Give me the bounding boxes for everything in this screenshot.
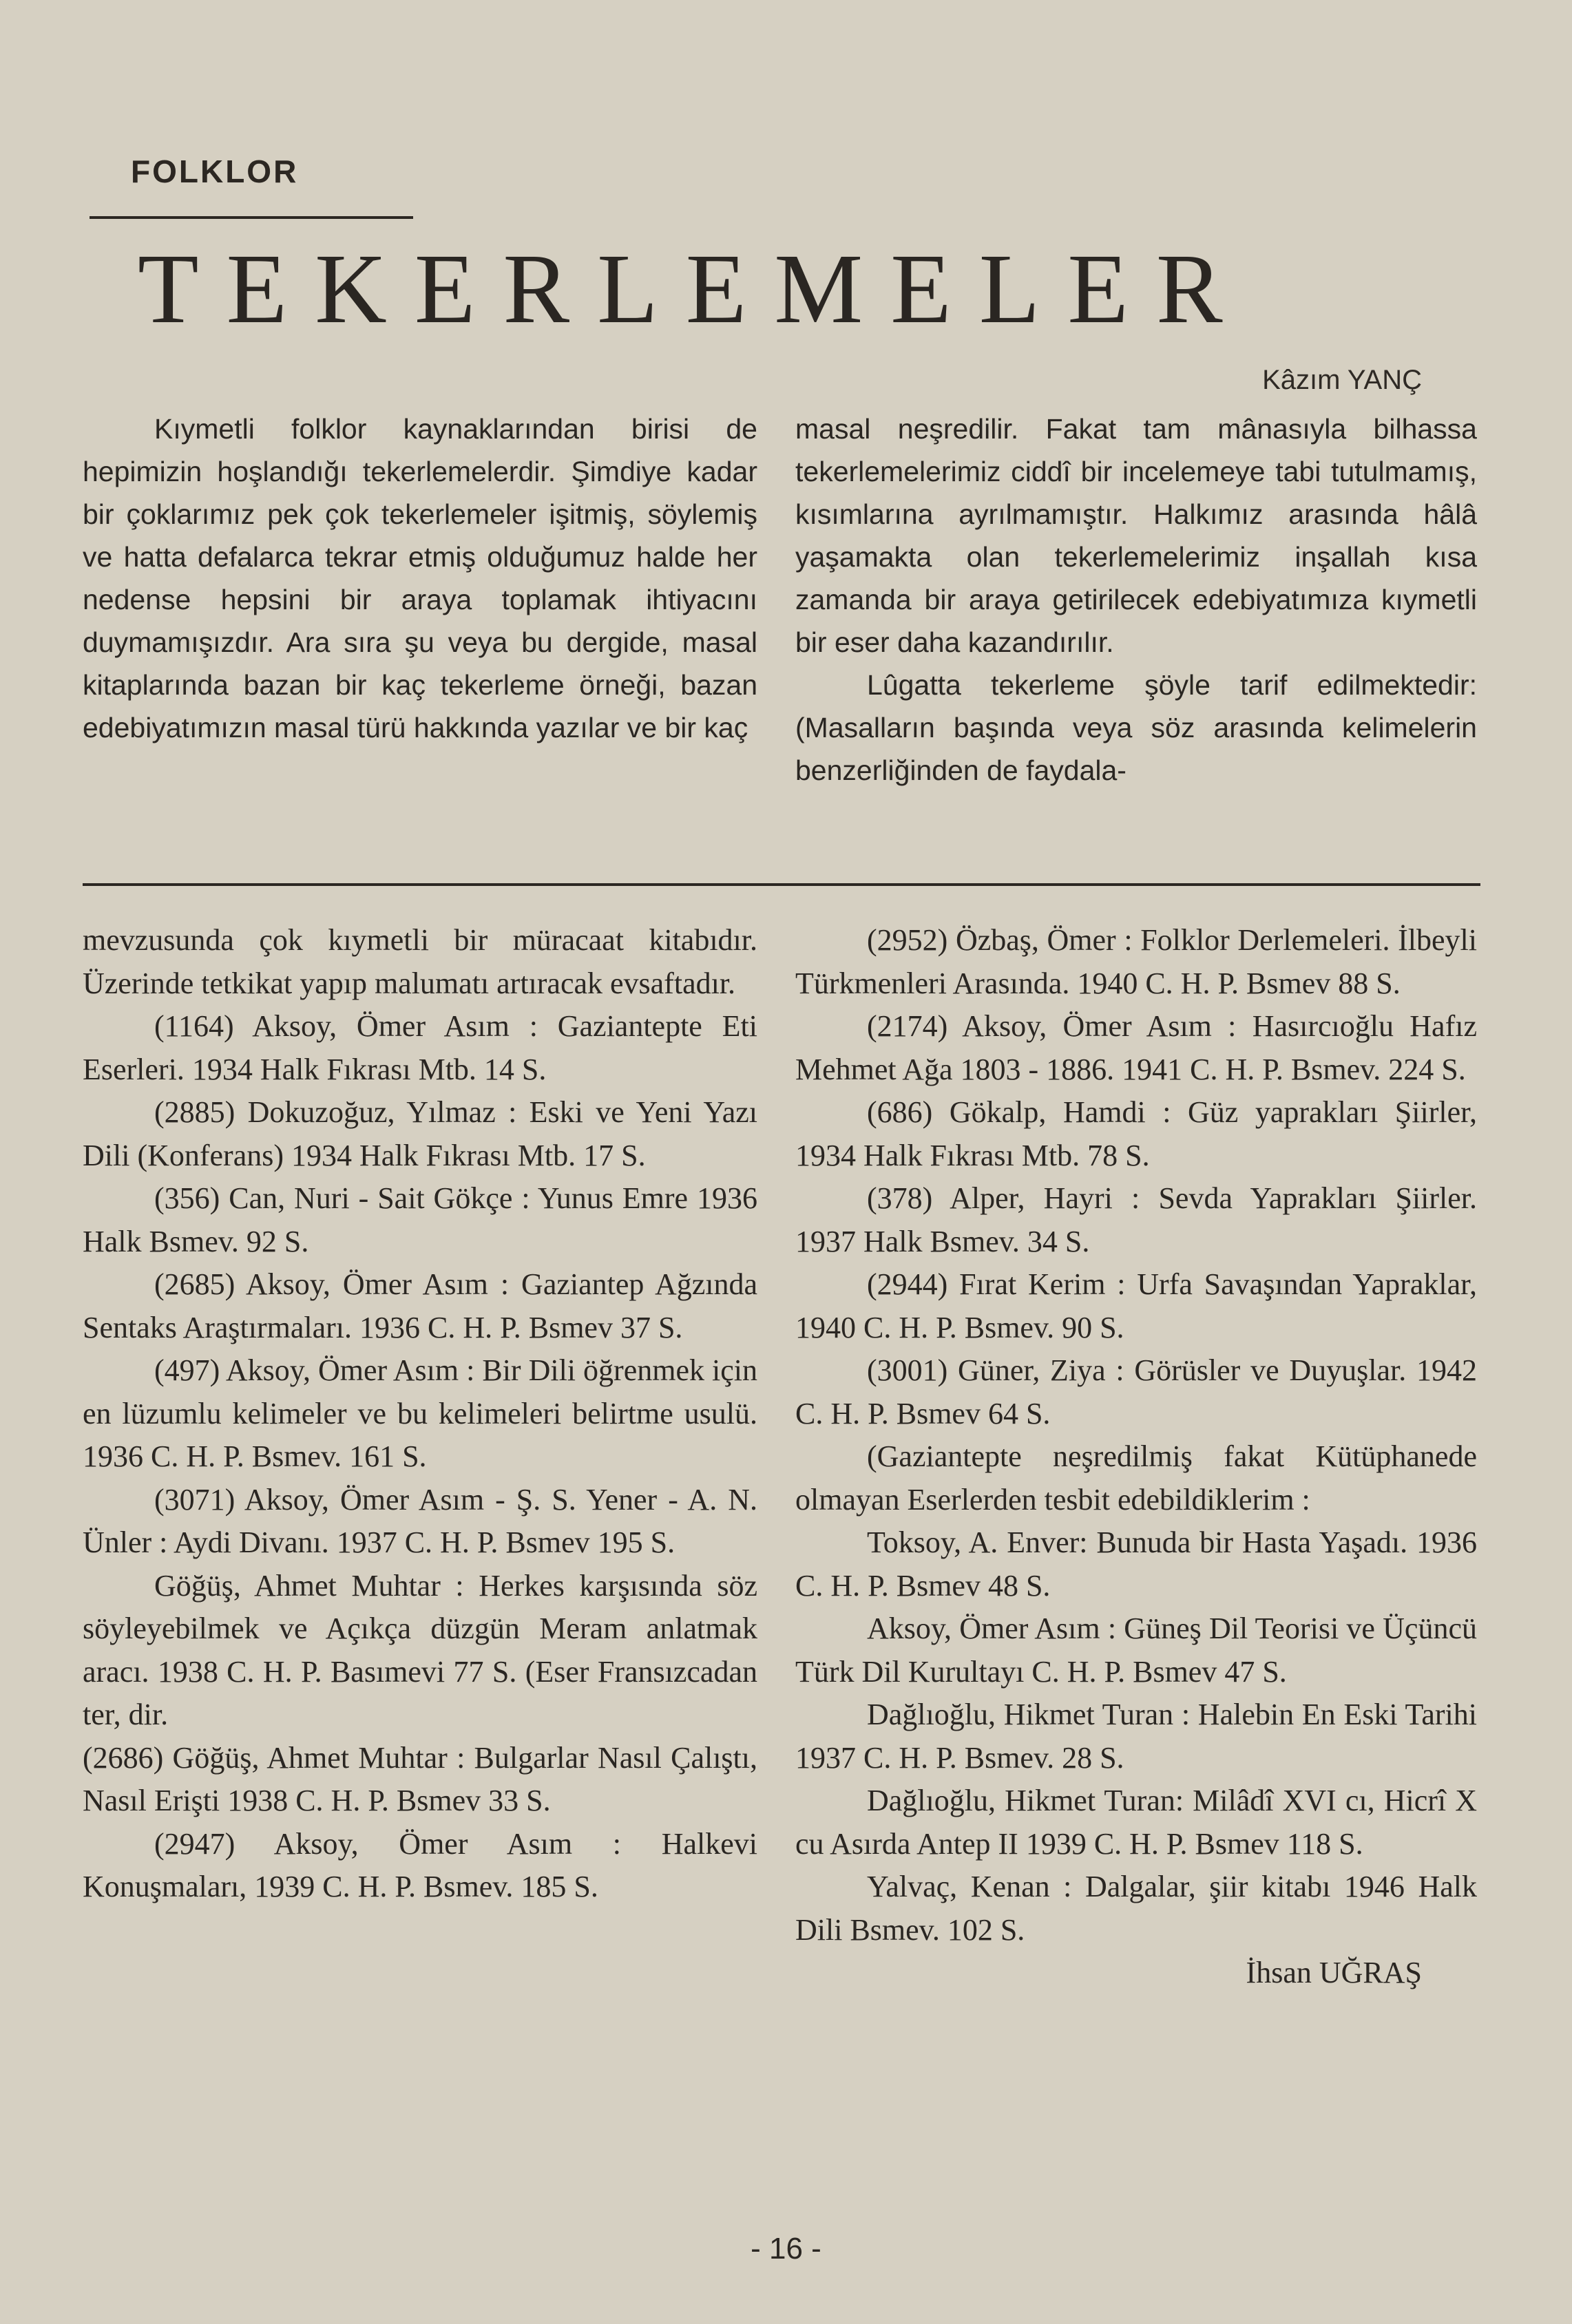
intro-paragraph: Lûgatta tekerleme şöyle tarif edilmektedir: (Masalların başında veya söz arasında kelimelerin benzerliğinden de faydala- — [795, 669, 1477, 786]
intro-left-column — [83, 408, 757, 749]
bibliography-entry: Dağlıoğlu, Hikmet Turan : Halebin En Eski Tarihi 1937 C. H. P. Bsmev. 28 S. — [795, 1698, 1477, 1775]
bibliography-entry: (356) Can, Nuri - Sait Gökçe : Yunus Emre 1936 Halk Bsmev. 92 S. — [83, 1181, 757, 1258]
intro-paragraph: masal neşredilir. Fakat tam mânasıyla bilhassa tekerlemelerimiz ciddî bir incelemeye tabi tutulmamış, kısımlarına ayrılmamıştır. Halkımız arasında hâlâ yaşamakta olan tekerlemelerimiz inşallah kısa zamanda bir araya getirilecek edebiyatımıza kıymetli bir eser daha kazandırılır. — [795, 413, 1477, 658]
bibliography-entry: (2952) Özbaş, Ömer : Folklor Derlemeleri. İlbeyli Türkmenleri Arasında. 1940 C. H. P. Bsmev 88 S. — [795, 923, 1477, 1000]
bibliography-entry: (3001) Güner, Ziya : Görüsler ve Duyuşlar. 1942 C. H. P. Bsmev 64 S. — [795, 1353, 1477, 1430]
section-underline — [90, 216, 413, 219]
bibliography-right-column — [795, 919, 1477, 1995]
bibliography-entry: (2944) Fırat Kerim : Urfa Savaşından Yapraklar, 1940 C. H. P. Bsmev. 90 S. — [795, 1267, 1477, 1344]
bibliography-entry: Yalvaç, Kenan : Dalgalar, şiir kitabı 1946 Halk Dili Bsmev. 102 S. — [795, 1870, 1477, 1947]
page-number: - 16 - — [751, 2232, 821, 2265]
bibliography-entry: (2885) Dokuzoğuz, Yılmaz : Eski ve Yeni Yazı Dili (Konferans) 1934 Halk Fıkrası Mtb. 17 S. — [83, 1095, 757, 1172]
bibliography-entry: (378) Alper, Hayri : Sevda Yaprakları Şiirler. 1937 Halk Bsmev. 34 S. — [795, 1181, 1477, 1258]
bibliography-note: (Gaziantepte neşredilmiş fakat Kütüphanede olmayan Eserlerden tesbit edebildiklerim : — [795, 1439, 1477, 1517]
article-title: TEKERLEMELER — [138, 234, 1250, 344]
bibliography-entry: (1164) Aksoy, Ömer Asım : Gaziantepte Eti Eserleri. 1934 Halk Fıkrası Mtb. 14 S. — [83, 1009, 757, 1086]
bibliography-entry: (2174) Aksoy, Ömer Asım : Hasırcıoğlu Hafız Mehmet Ağa 1803 - 1886. 1941 C. H. P. Bsmev. 224 S. — [795, 1009, 1477, 1086]
section-divider — [83, 883, 1480, 886]
bibliography-left-column — [83, 919, 757, 1909]
section-label: FOLKLOR — [131, 154, 299, 189]
intro-paragraph: Kıymetli folklor kaynaklarından birisi de hepimizin hoşlandığı tekerlemelerdir. Şimdiye kadar bir çoklarımız pek çok tekerlemeler işitmiş, söylemiş ve hatta defalarca tekrar etmiş olduğumuz halde her nedense hepsini bir araya toplamak ihtiyacını duymamışızdır. Ara sıra şu veya bu dergide, masal kitaplarında bazan bir kaç tekerleme örneği, bazan edebiyatımızın masal türü hakkında yazılar ve bir kaç — [83, 413, 757, 743]
bibliography-entry: Aksoy, Ömer Asım : Güneş Dil Teorisi ve Üçüncü Türk Dil Kurultayı C. H. P. Bsmev 47 S. — [795, 1612, 1477, 1689]
bibliography-entry: Toksoy, A. Enver: Bunuda bir Hasta Yaşadı. 1936 C. H. P. Bsmev 48 S. — [795, 1525, 1477, 1603]
bibliography-entry: (2685) Aksoy, Ömer Asım : Gaziantep Ağzında Sentaks Araştırmaları. 1936 C. H. P. Bsmev 37 S. — [83, 1267, 757, 1344]
intro-right-column — [795, 408, 1477, 792]
bibliography-entry: (2947) Aksoy, Ömer Asım : Halkevi Konuşmaları, 1939 C. H. P. Bsmev. 185 S. — [83, 1826, 757, 1903]
bibliography-entry: (3071) Aksoy, Ömer Asım - Ş. S. Yener - A. N. Ünler : Aydi Divanı. 1937 C. H. P. Bsmev 195 S. — [83, 1482, 757, 1559]
compiler-signature: İhsan UĞRAŞ — [1246, 1956, 1422, 1989]
article-author: Kâzım YANÇ — [1262, 365, 1422, 395]
bibliography-entry: (497) Aksoy, Ömer Asım : Bir Dili öğrenmek için en lüzumlu kelimeler ve bu kelimeleri belirtme usulü. 1936 C. H. P. Bsmev. 161 S. — [83, 1353, 757, 1473]
bibliography-entry: (686) Gökalp, Hamdi : Güz yaprakları Şiirler, 1934 Halk Fıkrası Mtb. 78 S. — [795, 1095, 1477, 1172]
continuation-paragraph: mevzusunda çok kıymetli bir müracaat kitabıdır. Üzerinde tetkikat yapıp malumatı artıracak evsaftadır. — [83, 923, 757, 1000]
bibliography-entry: Dağlıoğlu, Hikmet Turan: Milâdî XVI cı, Hicrî X cu Asırda Antep II 1939 C. H. P. Bsmev 118 S. — [795, 1784, 1477, 1861]
bibliography-entry: Göğüş, Ahmet Muhtar : Herkes karşısında söz söyleyebilmek ve Açıkça düzgün Meram anlatmak aracı. 1938 C. H. P. Basımevi 77 S. (Eser Fransızcadan ter, dir. — [83, 1568, 757, 1731]
bibliography-entry: (2686) Göğüş, Ahmet Muhtar : Bulgarlar Nasıl Çalıştı, Nasıl Erişti 1938 C. H. P. Bsmev 33 S. — [83, 1740, 757, 1817]
